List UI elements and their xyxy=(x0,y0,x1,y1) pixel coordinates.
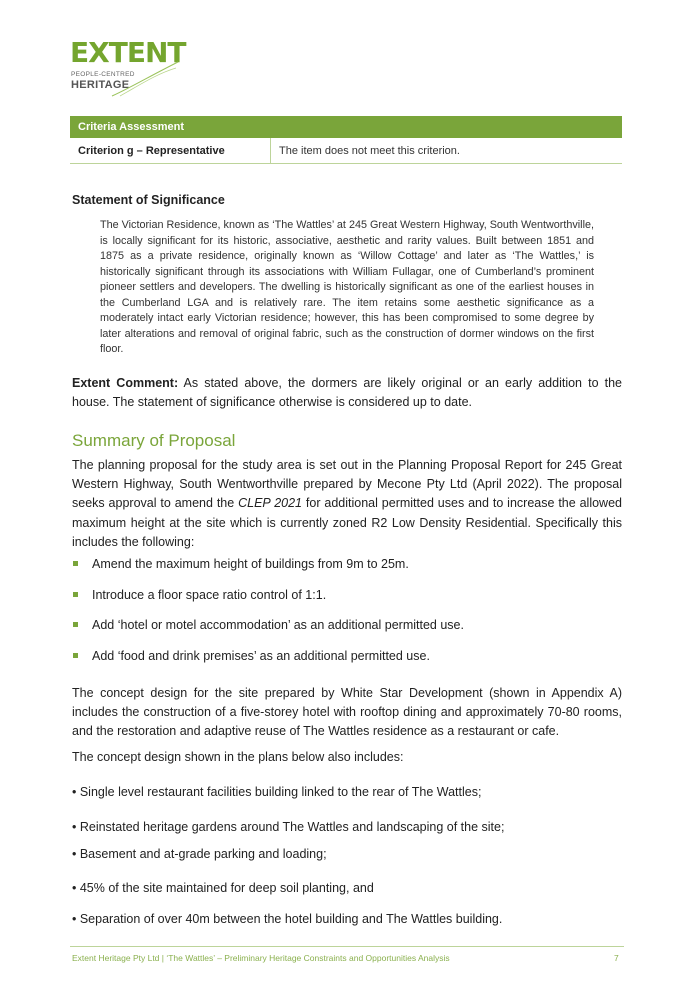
statement-heading: Statement of Significance xyxy=(72,193,225,207)
summary-intro xyxy=(72,456,622,552)
footer-divider xyxy=(70,946,624,947)
proposal-bullet-list xyxy=(72,556,622,678)
list-item: • Basement and at-grade parking and loading; xyxy=(72,847,327,861)
bullet-square-icon xyxy=(73,561,78,566)
list-item: • Reinstated heritage gardens around The Wattles and landscaping of the site; xyxy=(72,820,505,834)
bullet-text: Add ‘food and drink premises’ as an additional permitted use. xyxy=(92,648,430,663)
bullet-text: Introduce a floor space ratio control of 1:1. xyxy=(92,587,327,602)
extent-comment-text: As stated above, the dormers are likely original or an early addition to the house. The statement of significance otherwise is considered up to date. xyxy=(72,376,623,409)
bullet-square-icon xyxy=(73,653,78,658)
logo-tagline: PEOPLE-CENTRED xyxy=(71,71,135,78)
bullet-square-icon xyxy=(73,592,78,597)
list-item xyxy=(72,587,622,603)
bullet-text: Amend the maximum height of buildings from 9m to 25m. xyxy=(92,557,409,571)
list-item xyxy=(72,556,622,572)
footer-text: Extent Heritage Pty Ltd | ‘The Wattles’ – Preliminary Heritage Constraints and Opportunities Analysis xyxy=(72,953,450,963)
criteria-table-header: Criteria Assessment xyxy=(70,116,622,138)
bullet-text: Add ‘hotel or motel accommodation’ as an additional permitted use. xyxy=(92,618,464,632)
list-item xyxy=(72,617,622,633)
list-item: • Single level restaurant facilities building linked to the rear of The Wattles; xyxy=(72,785,482,799)
table-row xyxy=(70,138,622,164)
concept-also-paragraph: The concept design shown in the plans below also includes: xyxy=(72,750,404,764)
concept-paragraph: The concept design for the site prepared by White Star Development (shown in Appendix A) includes the construction of a five-storey hotel with rooftop dining and approximately 70-80 rooms, and the restoration and adaptive reuse of The Wattles residence as a restaurant or cafe. xyxy=(72,686,622,739)
summary-intro-part1: The planning proposal for the study area is set out in the Planning Proposal Report for 245 Great Western Highway, South Wentworthville prepared by Mecone Pty Ltd (April 2022). The proposal seeks approval to amend the xyxy=(72,458,622,511)
assessment-cell: The item does not meet this criterion. xyxy=(271,138,623,164)
page-number: 7 xyxy=(614,953,619,963)
summary-heading: Summary of Proposal xyxy=(72,431,236,450)
clep-reference: CLEP 2021 xyxy=(238,496,303,511)
logo-wordmark: EXTENT xyxy=(70,36,186,69)
list-item: • Separation of over 40m between the hotel building and The Wattles building. xyxy=(72,912,503,926)
logo-swoosh-icon xyxy=(110,58,180,98)
criteria-assessment-table xyxy=(70,116,622,164)
logo-heritage: HERITAGE xyxy=(71,79,130,91)
statement-body: The Victorian Residence, known as ‘The Wattles’ at 245 Great Western Highway, South Wentworthville, is locally significant for its historic, associative, aesthetic and rarity values. Built between 1851 and 1875 as a private residence, originally known as ‘Willow Cottage’ and later as ‘The Wattles,’ is historically significant through its associations with William Fullagar, one of Cumberland’s prominent pioneer settlers and developers. The dwelling is historically significant as one of the earliest houses in the Cumberland LGA and is relatively rare. The item retains some aesthetic significance as a moderately intact early Victorian residence; however, this has been compromised to some degree by later alterations and removal of original fabric, such as the construction of dormer windows on the first floor. xyxy=(100,219,594,355)
extent-comment xyxy=(72,374,622,412)
extent-heritage-logo xyxy=(70,38,190,100)
extent-comment-label: Extent Comment: xyxy=(72,376,179,390)
criterion-cell: Criterion g – Representative xyxy=(70,138,271,164)
list-item xyxy=(72,648,622,664)
bullet-square-icon xyxy=(73,622,78,627)
summary-intro-part2: for additional permitted uses and to increase the allowed maximum height at the site which is currently zoned R2 Low Density Residential. Specifically this includes the following: xyxy=(72,496,622,549)
list-item: • 45% of the site maintained for deep soil planting, and xyxy=(72,881,374,895)
